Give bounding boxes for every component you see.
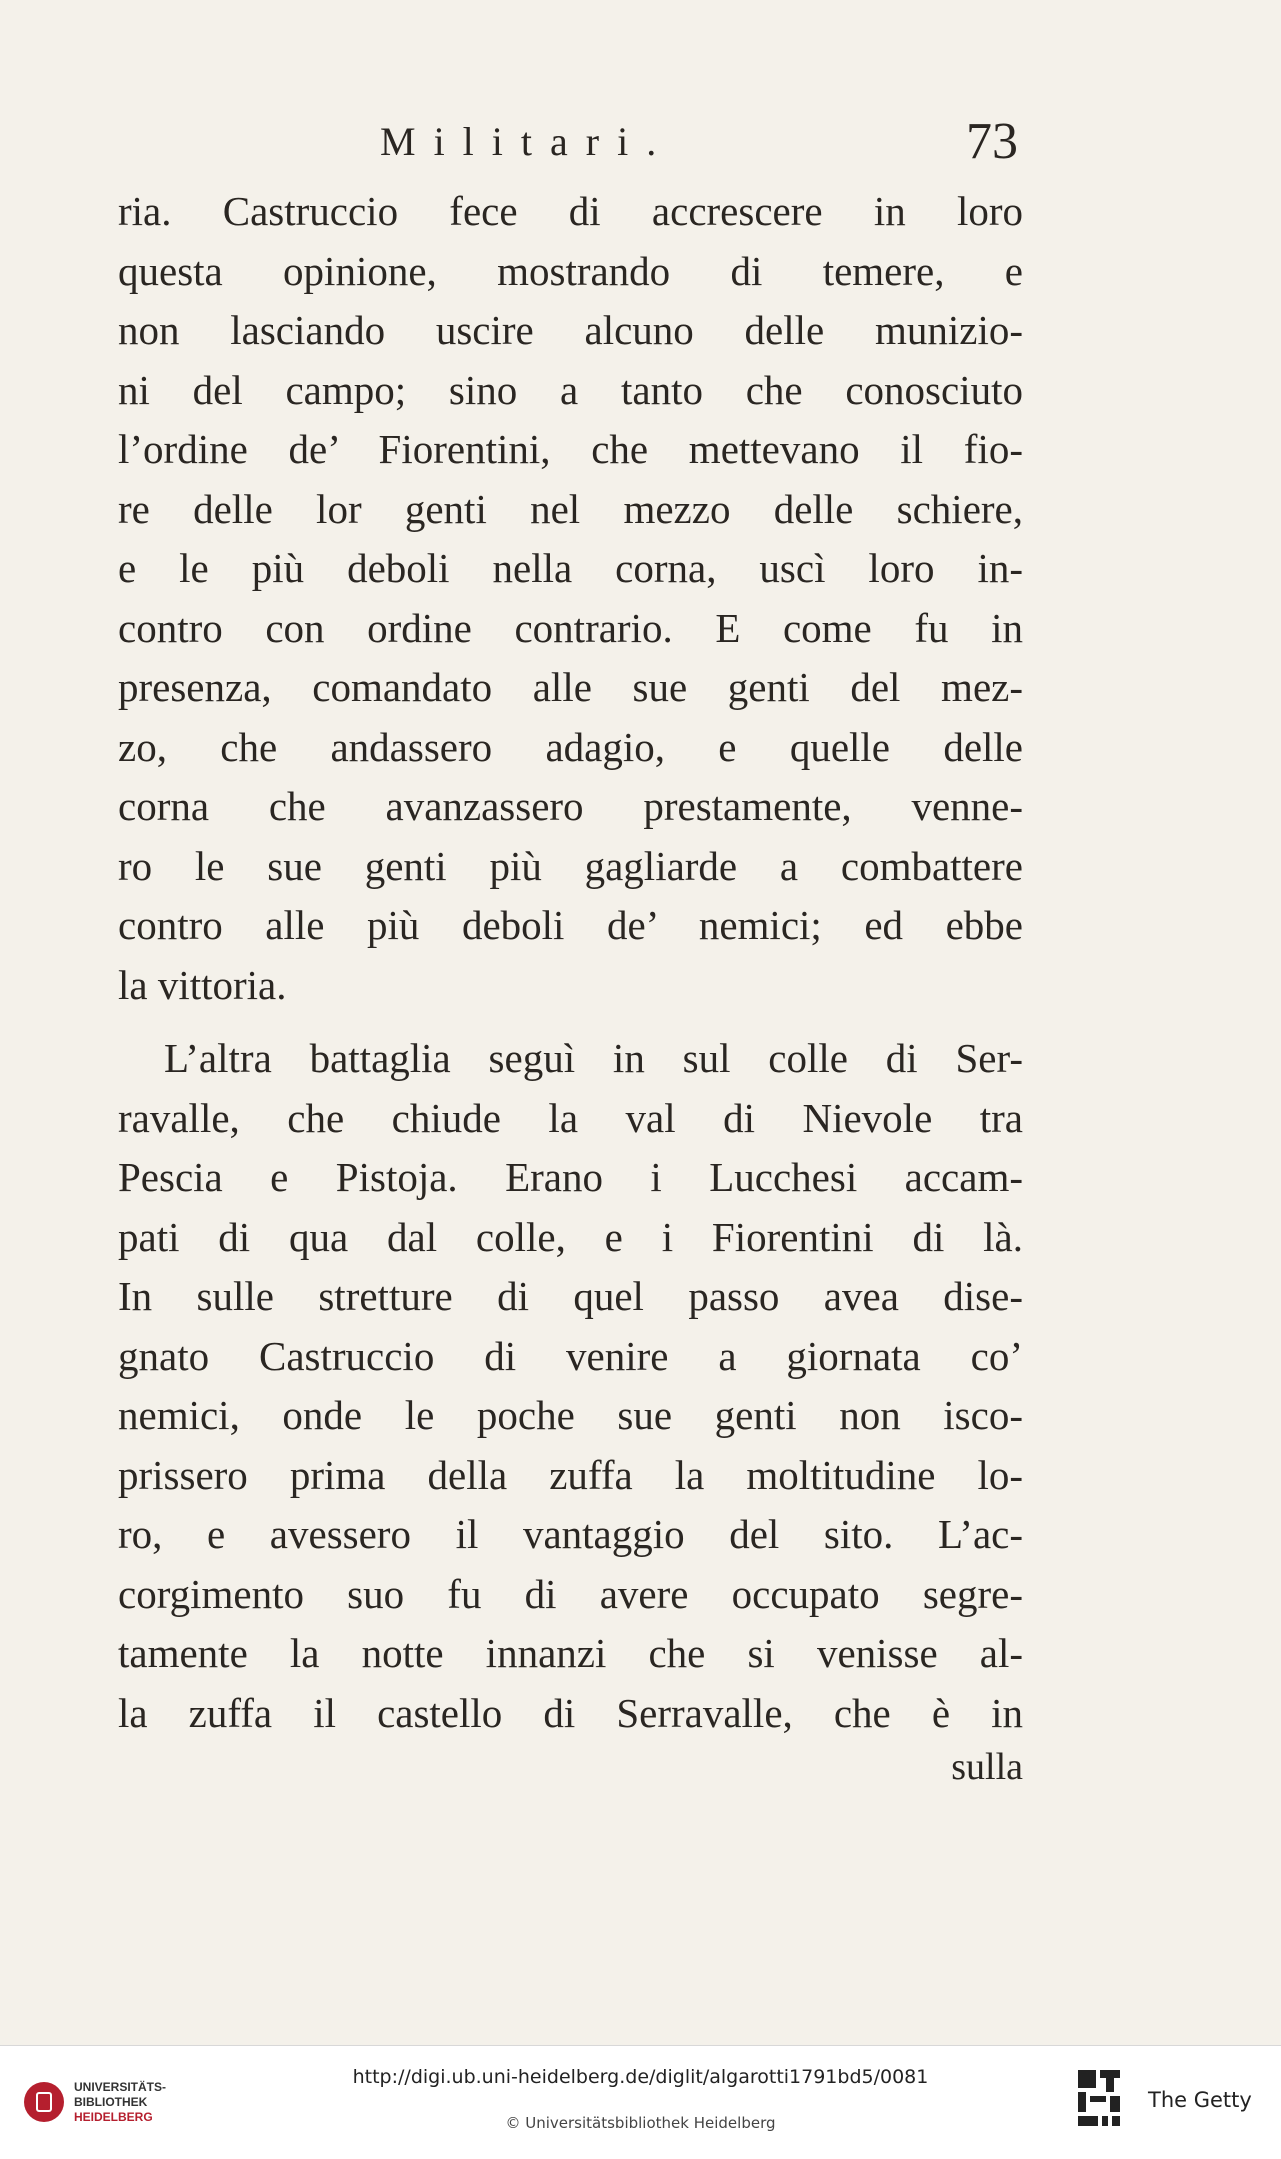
text-line: contro alle più deboli de’ nemici; ed ebbe — [118, 902, 1023, 948]
text-line: corna che avanzassero prestamente, venne- — [118, 783, 1023, 829]
text-line: questa opinione, mostrando di temere, e — [118, 247, 1023, 294]
page-number: 73 — [966, 113, 1018, 170]
body-text — [118, 182, 1023, 1743]
text-line: la zuffa il castello di Serravalle, che è in — [118, 1689, 1023, 1736]
catchword: sulla — [951, 1746, 1023, 1788]
text-line: nemici, onde le poche sue genti non isco- — [118, 1392, 1023, 1438]
text-line: re delle lor genti nel mezzo delle schiere, — [118, 485, 1023, 532]
text-line: la vittoria. — [118, 961, 287, 1008]
text-line: Pescia e Pistoja. Erano i Lucchesi accam- — [118, 1154, 1023, 1200]
text-line: presenza, comandato alle sue genti del mez- — [118, 664, 1023, 710]
library-name-line: HEIDELBERG — [74, 2110, 153, 2124]
library-name-line: BIBLIOTHEK — [74, 2095, 148, 2109]
text-line: e le più deboli nella corna, uscì loro in- — [118, 545, 1023, 591]
text-line: corgimento suo fu di avere occupato segre- — [118, 1570, 1023, 1617]
running-head — [118, 113, 1018, 178]
partner-name: The Getty — [1148, 2088, 1252, 2112]
text-line: zo, che andassero adagio, e quelle delle — [118, 723, 1023, 770]
text-line: In sulle stretture di quel passo avea dise- — [118, 1273, 1023, 1319]
text-line: ni del campo; sino a tanto che conosciuto — [118, 366, 1023, 413]
paragraph-gap — [118, 1015, 1023, 1029]
text-line: ria. Castruccio fece di accrescere in loro — [118, 188, 1023, 234]
text-line: L’altra battaglia seguì in sul colle di Ser- — [164, 1035, 1023, 1081]
text-line: ravalle, che chiude la val di Nievole tra — [118, 1094, 1023, 1141]
text-line: non lasciando uscire alcuno delle munizio- — [118, 307, 1023, 353]
text-line: prissero prima della zuffa la moltitudine lo- — [118, 1451, 1023, 1498]
running-title: Militari. — [380, 119, 675, 164]
text-line: pati di qua dal colle, e i Fiorentini di là. — [118, 1213, 1023, 1260]
copyright-notice: © Universitätsbibliothek Heidelberg — [505, 2114, 776, 2132]
text-line: contro con ordine contrario. E come fu in — [118, 604, 1023, 651]
text-line: ro, e avessero il vantaggio del sito. L’ac- — [118, 1511, 1023, 1557]
text-line: tamente la notte innanzi che si venisse al- — [118, 1630, 1023, 1676]
text-line: gnato Castruccio di venire a giornata co’ — [118, 1332, 1023, 1379]
getty-logo-icon — [1076, 2068, 1122, 2128]
text-line: ro le sue genti più gagliarde a combattere — [118, 842, 1023, 889]
library-name-line: UNIVERSITÄTS- — [74, 2080, 167, 2094]
text-line: l’ordine de’ Fiorentini, che mettevano il fio- — [118, 426, 1023, 472]
permalink-url[interactable]: http://digi.ub.uni-heidelberg.de/diglit/algarotti1791bd5/0081 — [352, 2066, 929, 2088]
viewer-footer — [0, 2045, 1281, 2159]
